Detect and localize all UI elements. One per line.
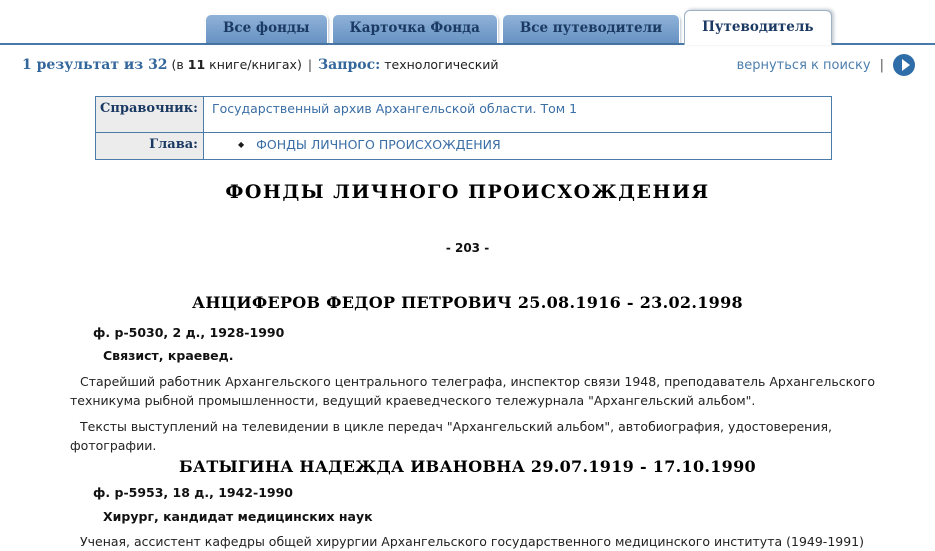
page-number: - 203 - bbox=[445, 241, 490, 255]
results-books-suffix: книге/книгах) bbox=[209, 57, 302, 72]
chapter-title: ФОНДЫ ЛИЧНОГО ПРОИСХОЖДЕНИЯ bbox=[225, 181, 710, 203]
occupation-line: Связист, краевед. bbox=[103, 348, 234, 363]
tab-guide-active[interactable] bbox=[684, 10, 831, 45]
entry-paragraph: Старейший работник Архангельского центрального телеграфа, инспектор связи 1948, преподаватель Архангельского техникума рыбной промышленности, ведущий краеведческого тележурнала "Архангельский альбом". bbox=[70, 374, 875, 408]
tab-fond-card-label: Карточка Фонда bbox=[349, 20, 480, 36]
results-summary bbox=[22, 57, 499, 73]
chapter-value-cell bbox=[203, 133, 831, 160]
next-result-button[interactable] bbox=[893, 54, 915, 76]
guide-content bbox=[0, 181, 935, 551]
diamond-bullet-icon: ◆ bbox=[237, 140, 245, 149]
handbook-value-cell bbox=[203, 97, 831, 133]
query-value: технологический bbox=[384, 57, 499, 72]
results-count: 1 результат из 32 bbox=[22, 57, 168, 73]
fond-entry bbox=[0, 293, 935, 455]
tab-all-fonds[interactable] bbox=[205, 14, 328, 43]
entry-paragraph: Тексты выступлений на телевидении в цикле передач "Архангельский альбом", автобиография, удостоверения, фотографии. bbox=[70, 419, 832, 453]
fond-entry bbox=[0, 457, 935, 551]
table-row bbox=[96, 97, 832, 133]
entry-heading: АНЦИФЕРОВ ФЕДОР ПЕТРОВИЧ 25.08.1916 - 23.02.1998 bbox=[192, 293, 743, 312]
back-to-search-link[interactable]: вернуться к поиску bbox=[736, 57, 871, 73]
occupation-line: Хирург, кандидат медицинских наук bbox=[103, 509, 373, 524]
play-circle-icon bbox=[902, 59, 910, 71]
fond-reference-line: ф. р-5030, 2 д., 1928-1990 bbox=[93, 325, 285, 340]
tab-all-fonds-label: Все фонды bbox=[223, 20, 310, 36]
tabs-nav bbox=[205, 10, 832, 45]
query-label: Запрос: bbox=[318, 57, 381, 73]
chapter-link[interactable]: ФОНДЫ ЛИЧНОГО ПРОИСХОЖДЕНИЯ bbox=[256, 137, 501, 152]
results-books-count: 11 bbox=[187, 57, 206, 72]
table-row bbox=[96, 133, 832, 160]
tab-all-guides-label: Все путеводители bbox=[519, 20, 663, 36]
reference-table bbox=[95, 96, 832, 160]
entry-heading: БАТЫГИНА НАДЕЖДА ИВАНОВНА 29.07.1919 - 17.10.1990 bbox=[179, 457, 756, 476]
results-bar bbox=[0, 45, 935, 82]
tab-bar bbox=[0, 0, 935, 45]
results-separator: | bbox=[307, 57, 313, 72]
results-actions bbox=[737, 54, 915, 76]
tab-guide-label: Путеводитель bbox=[702, 19, 814, 35]
results-books-prefix: (в bbox=[171, 57, 184, 72]
back-separator: | bbox=[879, 57, 884, 73]
tab-fond-card[interactable] bbox=[332, 14, 498, 43]
fond-reference-line: ф. р-5953, 18 д., 1942-1990 bbox=[93, 485, 293, 500]
chapter-label: Глава: bbox=[96, 133, 204, 160]
handbook-label: Справочник: bbox=[96, 97, 204, 133]
handbook-link[interactable]: Государственный архив Архангельской области. Том 1 bbox=[211, 101, 578, 116]
tab-all-guides[interactable] bbox=[502, 14, 680, 43]
entry-paragraph: Ученая, ассистент кафедры общей хирургии Архангельского государственного медицинского института (1949-1991) bbox=[80, 534, 865, 549]
